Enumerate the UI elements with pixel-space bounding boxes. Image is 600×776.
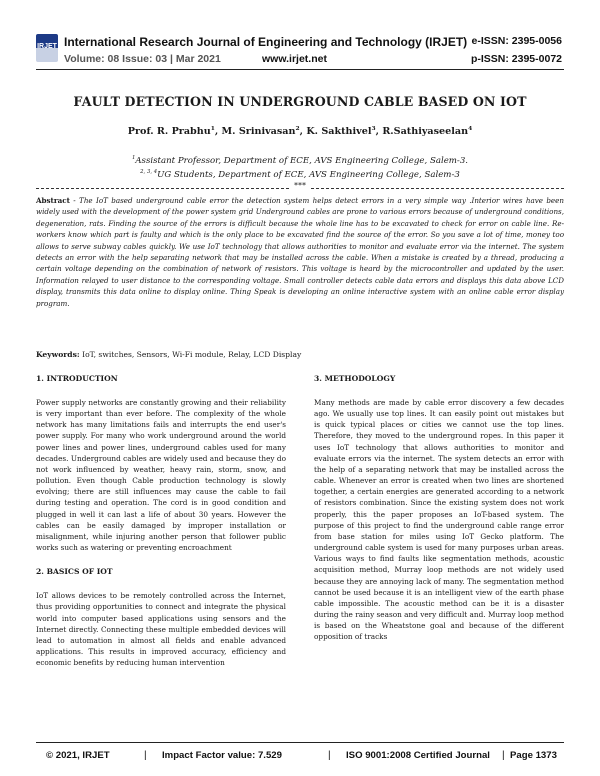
author-sup: 2 (295, 124, 300, 132)
author-sup: 4 (468, 124, 473, 132)
paper-title: FAULT DETECTION IN UNDERGROUND CABLE BASED ON IOT (73, 94, 527, 109)
affiliation-sup: 1 (131, 155, 136, 162)
methodology-text: Many methods are made by cable error discovery a few decades ago. We usually use top lines. It can easily point out mistakes but is quick typical places or cities we cannot use the top lines. Therefore, they moved to the underground ropes. In this paper it uses IoT technology that allows authorities to monitor and evaluate errors via the internet. The system detects an error with the help of a separating network that may be installed across the cable. Whenever an error is created when two lines are shortened together, a certain energies are generated according to a network of resistors combination. Since the existing system does not work properly, this the paper proposes an IoT-based system. The purpose of this project to find the underground cable range error from base station for miles using IoT Gecko platform. The underground cable system is used for many purposes urban areas. Various ways to find faults like segmentation methods, acoustic acquisition method, Murray loop methods are not widely used because they are annoying lack of many. The segmentation method cannot be used because it is an intelligent view of the earth phase cable impossible. The acoustic method can be it is a disaster during the rainy season and very difficult and. Murray loop method is based on the Wheatstone goal and because of the different opposition of tracks (314, 398, 564, 642)
section-heading-introduction: 1. INTRODUCTION (36, 374, 118, 383)
affiliation-text: UG Students, Department of ECE, AVS Engineering College, Salem-3 (157, 170, 460, 180)
page-header (0, 0, 600, 72)
page-footer (36, 742, 564, 768)
author-name: M. Srinivasan (221, 126, 296, 137)
keywords-text: IoT, switches, Sensors, Wi-Fi module, Relay, LCD Display (79, 350, 302, 359)
section-heading-methodology: 3. METHODOLOGY (314, 374, 396, 383)
affiliation-1 (36, 156, 564, 166)
abstract (36, 195, 564, 309)
right-column (314, 374, 564, 642)
e-issn: e-ISSN: 2395-0056 (471, 35, 562, 47)
footer-separator: | (328, 750, 331, 761)
basics-of-iot-text: IoT allows devices to be remotely controlled across the Internet, thus providing opportunities to connect and integrate the physical world into computer based applications using sensors and the Internet directly. Connecting these multiple embedded devices will lead to automation in almost all fields and enable advanced applications. This results in improved accuracy, efficiency and economic benefits by reducing human intervention (36, 591, 286, 668)
affiliation-text: Assistant Professor, Department of ECE, AVS Engineering College, Salem-3. (135, 156, 469, 166)
affiliation-sup: 2, 3, 4 (140, 169, 158, 176)
logo-text: IRJET (37, 43, 57, 50)
journal-name: International Research Journal of Engineering and Technology (IRJET) (64, 35, 468, 49)
footer-impact-factor: Impact Factor value: 7.529 (162, 750, 282, 761)
footer-page-number: Page 1373 (510, 750, 557, 761)
separator-stars: *** (294, 181, 306, 190)
affiliation-2 (36, 170, 564, 180)
abstract-text: - The IoT based underground cable error the detection system helps detect errors in a very simple way .Interior wires have been widely used with the development of the power system grid Underground cables are prone to various errors because of underground conditions, degeneration, rats. Finding the source of the errors is difficult because the whole line has to be excavated to check for error on cable line. Re-workers know which part is faulty and which is the only place to be excavated find the source of the error. So you save a lot of time, money too allows to serve subway cables quickly. We use IoT technology that allows authorities to monitor and evaluate error via the internet. The system detects an error with the help separating network that may be installed across the cable. When a mistake is created by a thread, producing a certain voltage depending on the combination of network of resistors. This voltage is heard by the microcontroller and updated by the user. Information relayed to user distance to the corresponding voltage. Small controller detects cable data errors and displays this data above LCD display, transmits this data online to display online. Thing Speak is developing an online interactive system with an online cable error display program. (36, 196, 564, 308)
left-column (36, 374, 286, 668)
keywords-label: Keywords: (36, 350, 80, 359)
volume-issue: Volume: 08 Issue: 03 | Mar 2021 (64, 53, 221, 65)
keywords (36, 350, 564, 359)
author-name: K. Sakthivel (306, 126, 372, 137)
abstract-label: Abstract (36, 196, 70, 205)
section-heading-basics-of-iot: 2. BASICS OF IOT (36, 567, 113, 577)
footer-copyright: © 2021, IRJET (46, 750, 110, 761)
footer-separator: | (502, 750, 505, 761)
footer-iso: ISO 9001:2008 Certified Journal (346, 750, 490, 761)
journal-website[interactable]: www.irjet.net (262, 53, 327, 65)
author-sup: 1 (210, 124, 215, 132)
header-divider (36, 69, 564, 70)
p-issn: p-ISSN: 2395-0072 (470, 53, 562, 65)
author-list: Prof. R. Prabhu$^1$, M. Srinivasan$^2$, K. Sakthivel$^3$, R.Sathiyaseelan$^4$ (127, 124, 473, 137)
introduction-text: Power supply networks are constantly growing and their reliability is very important than ever before. The complexity of the whole network has many limitations fails and interrupts the end user's power supply. For many who work underground around the world power lines and power lines, underground cables used for many decades. Underground cables are widely used and because they do not work influenced by weather, heavy rain, storm, snow, and pollution. Even though Cable production technology is slowly evolving; there are still influences may cause the cable to fail during testing and operation. The cord is in good condition and plugged in well it can last a life of about 30 years. However the cables can be easily damaged by improper installation or misalignment, while injuring another person that follower public works such as watering or preventing encroachment (36, 398, 286, 553)
author-name: Prof. R. Prabhu (127, 126, 211, 137)
author-name: R.Sathiyaseelan (382, 126, 469, 137)
irjet-logo (36, 34, 58, 62)
section-separator (36, 182, 564, 192)
author-sup: 3 (371, 124, 376, 132)
footer-divider-line (36, 742, 564, 743)
footer-separator: | (144, 750, 147, 761)
